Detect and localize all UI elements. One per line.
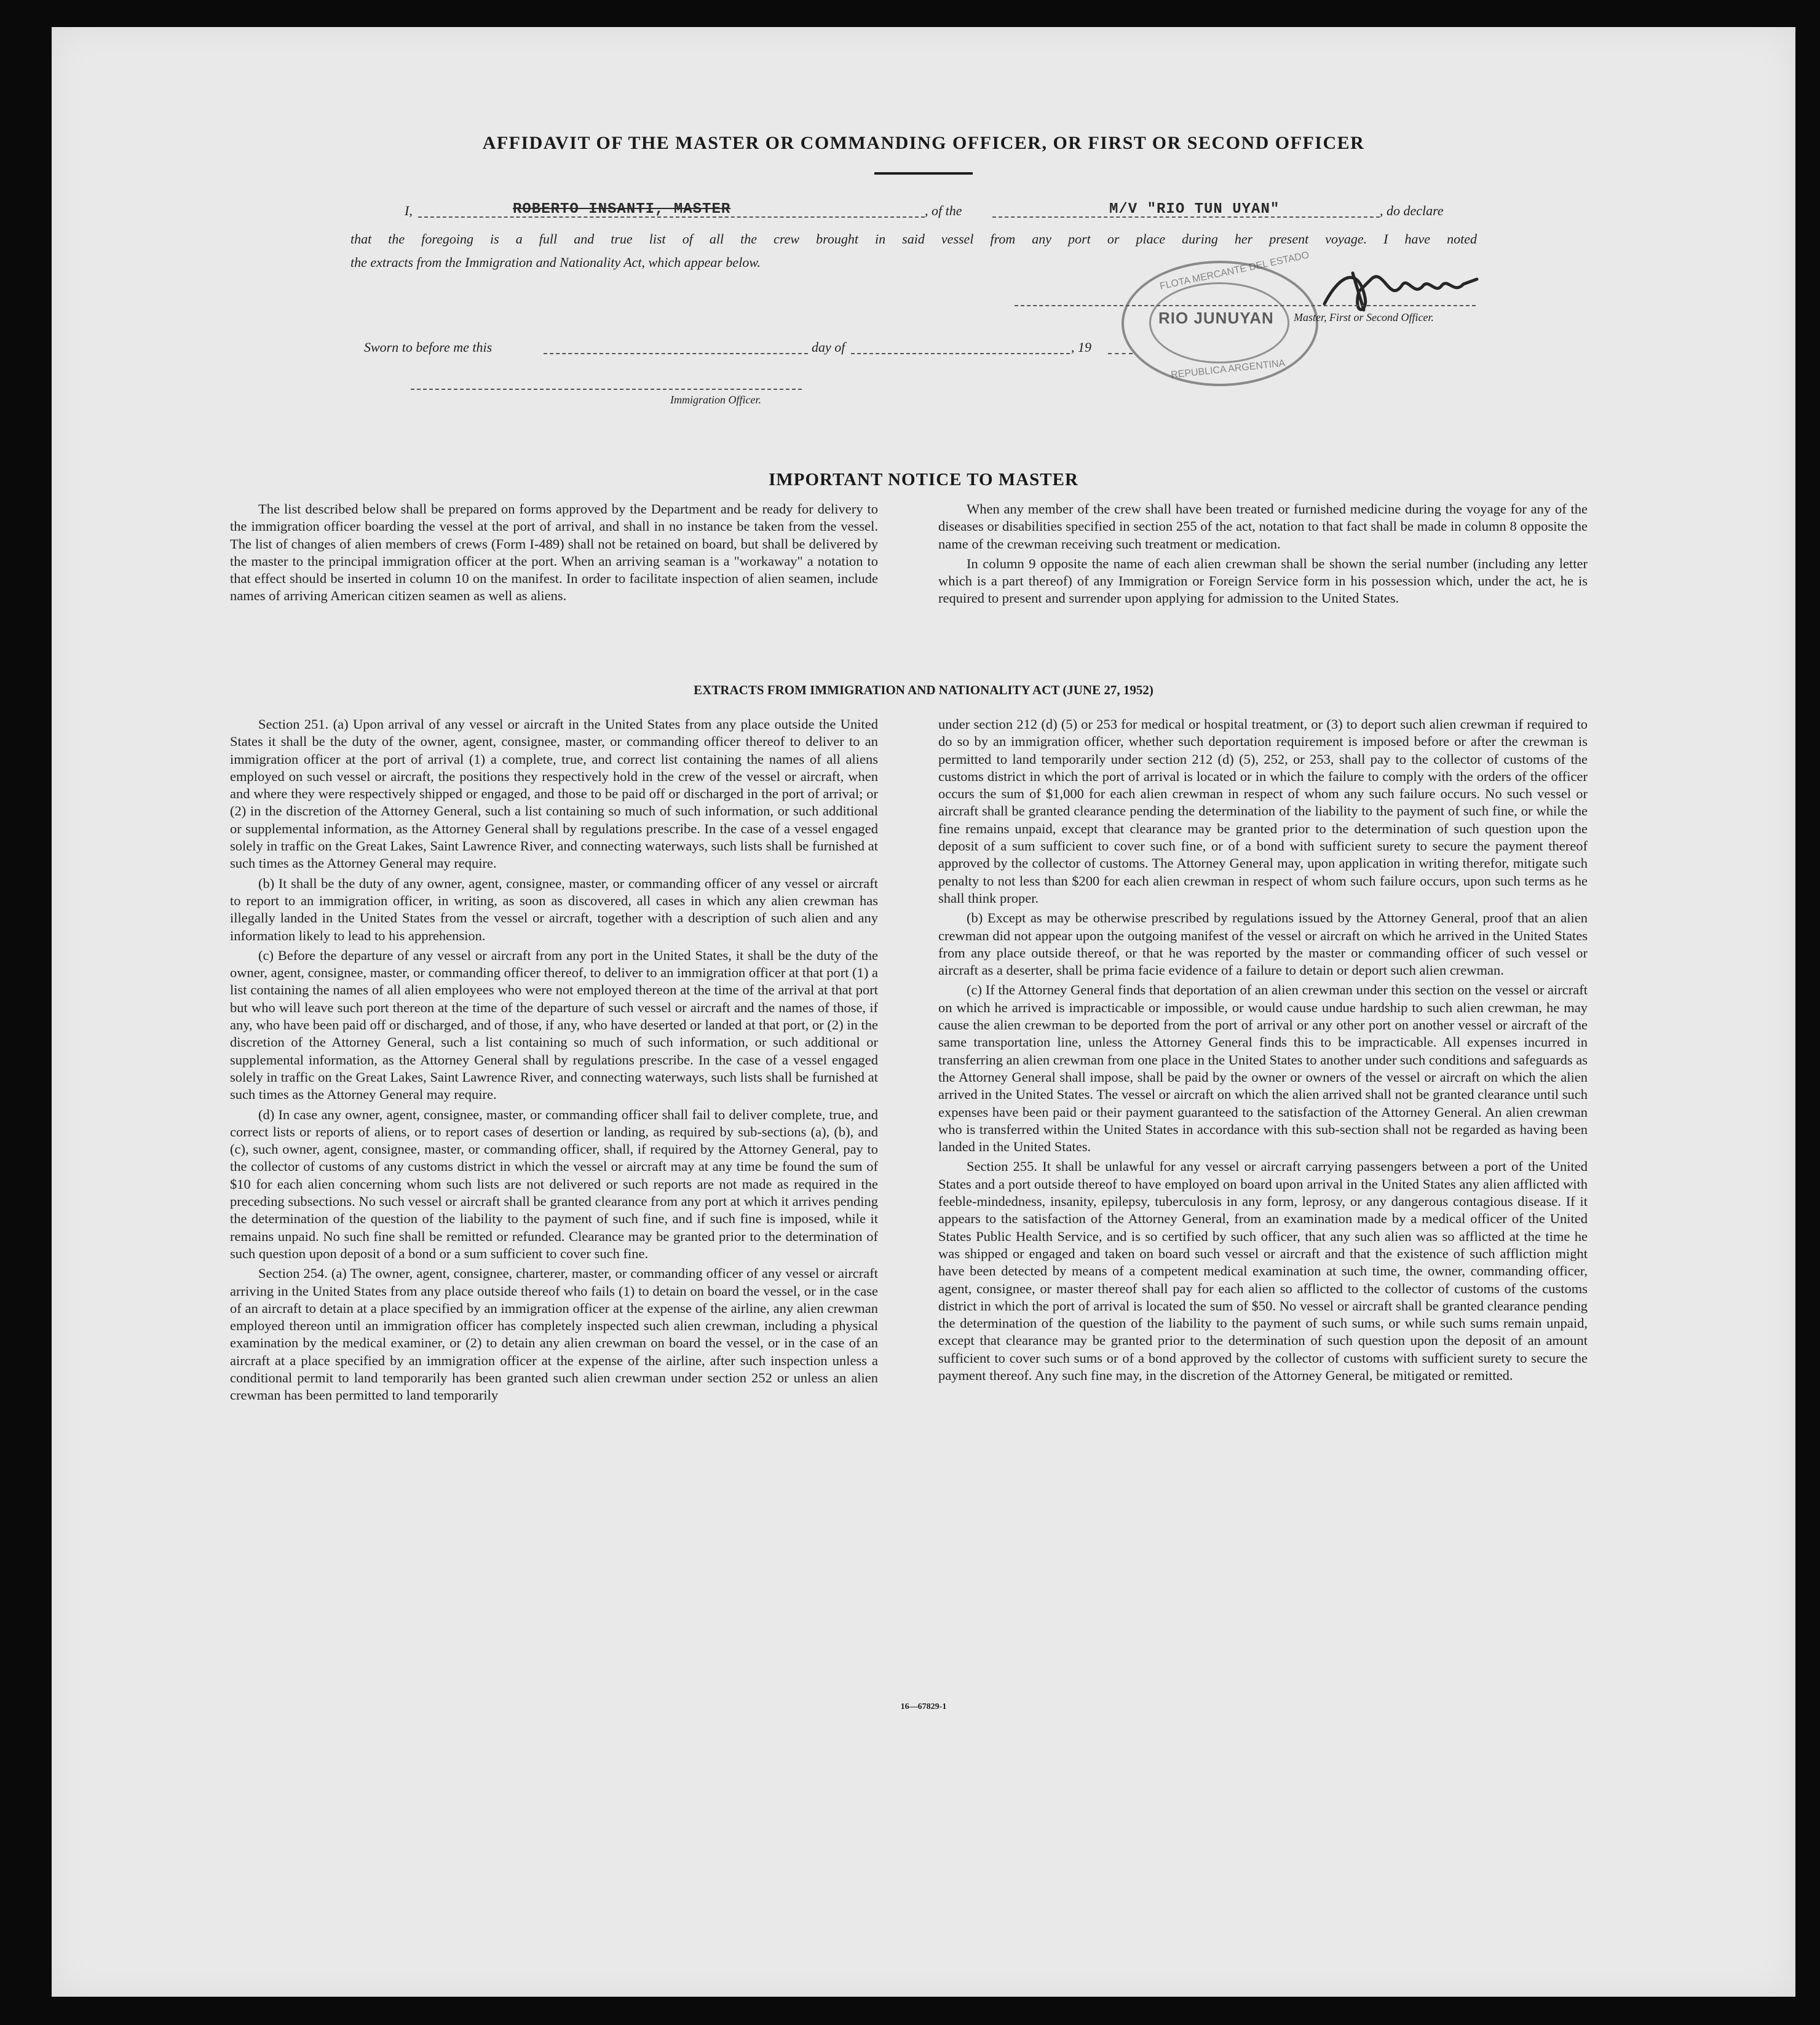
statement-line-1: that the foregoing is a full and true list of all the crew brought in said vessel from any port or place during her present voyage. I have noted [350, 231, 1477, 247]
extracts-left-column [230, 716, 878, 1407]
immigration-officer-label: Immigration Officer. [670, 394, 761, 406]
notice-right-paragraph: In column 9 opposite the name of each alien crewman shall be shown the serial number (including any letter which is a part thereof) of any Immigration or Foreign Service form in his possession which, under the act, he is required to present and surrender upon applying for admission to the United States. [938, 555, 1588, 606]
sworn-year-line [1108, 353, 1133, 354]
title-rule [874, 172, 973, 175]
i-label: I, [405, 203, 413, 218]
extracts-right-column [938, 716, 1588, 1387]
extract-paragraph: (b) Except as may be otherwise prescribed by regulations issued by the Attorney General, proof that an alien crewman did not appear upon the outgoing manifest of the vessel or aircraft on which he arrived in the United States from any place outside thereof, or that he was reported by the master or commanding officer of such vessel or aircraft as a deserter, shall be prima facie evidence of a failure to detain or deport such alien crewman. [938, 910, 1588, 978]
notice-left-column [230, 501, 878, 608]
notice-right-column [938, 501, 1588, 610]
notice-right-paragraph: When any member of the crew shall have been treated or furnished medicine during the voyage for any of the diseases or disabilities specified in section 255 of the act, notation to that fact shall be made in column 8 opposite the name of the crewman receiving such treatment or medication. [938, 501, 1588, 552]
statement-line-2: the extracts from the Immigration and Nationality Act, which appear below. [350, 255, 761, 270]
extract-paragraph: Section 254. (a) The owner, agent, consignee, charterer, master, or commanding officer of any vessel or aircraft arriving in the United States from any place outside thereof who fails (1) to detain on board the vessel, or in the case of an aircraft to detain at a place specified by an immigration officer at the expense of the airline, any alien crewman employed thereon until an immigration officer has completely inspected such alien crewman, including a physical examination by the medical examiner, or (2) to detain any alien crewman on board the vessel, or in the case of an aircraft at a place specified by an immigration officer at the expense of the airline, after such inspection unless a conditional permit to land temporarily has been granted such alien crewman under section 252 or unless an alien crewman has been permitted to land temporarily [230, 1266, 878, 1403]
extract-paragraph: Section 255. It shall be unlawful for any vessel or aircraft carrying passengers between a port of the United States and a port outside thereof to have employed on board upon arrival in the United States any alien afflicted with feeble-mindedness, insanity, epilepsy, tuberculosis in any form, leprosy, or any dangerous contagious disease. If it appears to the satisfaction of the Attorney General, from an examination made by a medical officer of the United States Public Health Service, and is so certified by such officer, that any such alien was so afflicted at the time he was shipped or engaged and taken on board such vessel or aircraft and that the existence of such affliction might have been detected by means of a competent medical examination at such time, the owner, commanding officer, agent, consignee, or master thereof shall pay for each alien so afflicted to the collector of customs of the customs district in which the port of arrival is located the sum of $50. No vessel or aircraft shall be granted clearance pending the determination of the question of the liability to the payment of such sums, or while such sums remain unpaid, except that clearance may be granted prior to the determination of such question upon the deposit of an amount sufficient to cover such sums or of a bond approved by the collector of customs with sufficient surety to secure the payment thereof. Any such fine may, in the discretion of the Attorney General, be mitigated or remitted. [938, 1159, 1588, 1383]
sworn-month-line [851, 353, 1070, 354]
notice-left-paragraph: The list described below shall be prepared on forms approved by the Department and be ready for delivery to the immigration officer boarding the vessel at the port of arrival, and shall in no instance be taken from the vessel. The list of changes of alien members of crews (Form I-489) shall not be retained on board, but shall be delivered by the master to the principal immigration officer at the port. When an arriving seaman is a "workaway" a notation to that effect should be inserted in column 10 on the manifest. In order to facilitate inspection of alien seamen, include names of arriving American citizen seamen as well as aliens. [230, 501, 878, 604]
stamp-ring-bottom: REPUBLICA ARGENTINA [1170, 358, 1286, 381]
stamp-ring-top: FLOTA MERCANTE DEL ESTADO [1158, 250, 1310, 292]
master-signature-label: Master, First or Second Officer. [1294, 311, 1434, 323]
vessel-typed: M/V "RIO TUN UYAN" [1109, 201, 1280, 218]
extract-paragraph: (c) Before the departure of any vessel or aircraft from any port in the United States, it shall be the duty of the owner, agent, consignee, master, or commanding officer thereof, to deliver to an immigration officer at that port (1) a list containing the names of all alien employees who were not employed thereon at the time of the arrival at that port but who will leave such port thereon at the time of the departure of such vessel or aircraft and the names of those, if any, who have been paid off or discharged, and of those, if any, who have deserted or landed at that port, or (2) in the discretion of the Attorney General, such a list containing so much of such information, or such additional or supplemental information, as the Attorney General shall by regulations prescribe. In the case of a vessel engaged solely in traffic on the Great Lakes, Saint Lawrence River, and connecting waterways, such lists shall be furnished at such times as the Attorney General may require. [230, 947, 878, 1103]
do-declare-label: , do declare [1380, 203, 1444, 218]
master-signature-line [1015, 305, 1476, 306]
immigration-officer-line [411, 389, 802, 390]
document-page [52, 27, 1795, 1997]
notice-title: IMPORTANT NOTICE TO MASTER [769, 470, 1078, 489]
sworn-day-line [544, 353, 808, 354]
form-code: 16—67829-1 [900, 1702, 947, 1711]
year-label: , 19 [1071, 339, 1091, 355]
extract-paragraph: (c) If the Attorney General finds that deportation of an alien crewman under this section on the vessel or aircraft on which he arrived is impracticable or impossible, or would cause undue hardship to such alien crewman, he may cause the alien crewman to be deported from the port of arrival or any other port on another vessel or aircraft of the same transportation line, unless the Attorney General finds this to be impracticable. All expenses incurred in transferring an alien crewman from one place in the United States to another under such conditions and safeguards as the Attorney General shall impose, shall be paid by the owner or owners of the vessel or aircraft on which the alien arrived in the United States. The vessel or aircraft on which the alien arrived shall not be granted clearance until such expenses have been paid or their payment guaranteed to the satisfaction of the Attorney General. An alien crewman who is transferred within the United States in accordance with this sub-section shall not be regarded as having been landed in the United States. [938, 982, 1588, 1155]
day-of-label: day of [812, 339, 845, 355]
extract-paragraph: under section 212 (d) (5) or 253 for medical or hospital treatment, or (3) to deport such alien crewman if required to do so by an immigration officer, whether such deportation requirement is imposed before or after the crewman is permitted to land temporarily under section 212 (d) (5), 252, or 253, shall pay to the collector of customs of the customs district in which the port of arrival is located or in which the failure to comply with the orders of the officer occurs the sum of $1,000 for each alien crewman in respect of whom any such failure occurs. No such vessel or aircraft shall be granted clearance pending the determination of the liability to the payment of such fine, or while the fine remains unpaid, except that clearance may be granted prior to the determination of such question upon the deposit of a sum sufficient to cover such fine, or of a bond with sufficient surety to secure the payment thereof approved by the collector of customs. The Attorney General may, upon application in writing therefor, mitigate such penalty to not less than $200 for each alien crewman in respect of whom such failure occurs, upon such terms as he shall think proper. [938, 716, 1588, 906]
extract-paragraph: (d) In case any owner, agent, consignee, master, or commanding officer shall fail to deliver complete, true, and correct lists or reports of aliens, or to report cases of desertion or landing, as required by sub-sections (a), (b), and (c), such owner, agent, consignee, master, or commanding officer, shall, if required by the Attorney General, pay to the collector of customs of any customs district in which the vessel or aircraft may at any time be found the sum of $10 for each alien concerning whom such lists are not delivered or such reports are not made as required in the preceding subsections. No such vessel or aircraft shall be granted clearance from any port at which it arrives pending the determination of the question of the liability to the payment of such fine, and if such fine is imposed, while it remains unpaid. No such fine shall be remitted or refunded. Clearance may be granted prior to the determination of such question upon deposit of a bond or a sum sufficient to cover such fine. [230, 1106, 878, 1261]
declarant-typed: ROBERTO INSANTI, MASTER [513, 201, 731, 218]
extract-paragraph: (b) It shall be the duty of any owner, agent, consignee, master, or commanding officer of any vessel or aircraft to report to an immigration officer, in writing, as soon as discovered, all cases in which any alien crewman has illegally landed in the United States from the vessel or aircraft, together with a description of such alien and any information likely to lead to his apprehension. [230, 875, 878, 943]
extracts-title: EXTRACTS FROM IMMIGRATION AND NATIONALITY ACT (JUNE 27, 1952) [694, 683, 1153, 697]
ship-stamp-text: RIO JUNUYAN [1158, 309, 1274, 327]
sworn-label: Sworn to before me this [364, 339, 493, 355]
affidavit-title: AFFIDAVIT OF THE MASTER OR COMMANDING OFFICER, OR FIRST OR SECOND OFFICER [482, 133, 1365, 153]
of-the-label: , of the [925, 203, 962, 218]
extract-paragraph: Section 251. (a) Upon arrival of any vessel or aircraft in the United States from any place outside the United States it shall be the duty of the owner, agent, consignee, master, or commanding officer thereof to deliver to an immigration officer at the port of arrival (1) a complete, true, and correct list containing the names of all aliens employed on such vessel or aircraft, the positions they respectively hold in the crew of the vessel or aircraft, when and where they were respectively shipped or engaged, and those to be paid off or discharged in the port of arrival; or (2) in the discretion of the Attorney General, such a list containing so much of such information, or such additional or supplemental information, as the Attorney General shall by regulations prescribe. In the case of a vessel engaged solely in traffic on the Great Lakes, Saint Lawrence River, and connecting waterways, such lists shall be furnished at such times as the Attorney General may require. [230, 716, 878, 871]
